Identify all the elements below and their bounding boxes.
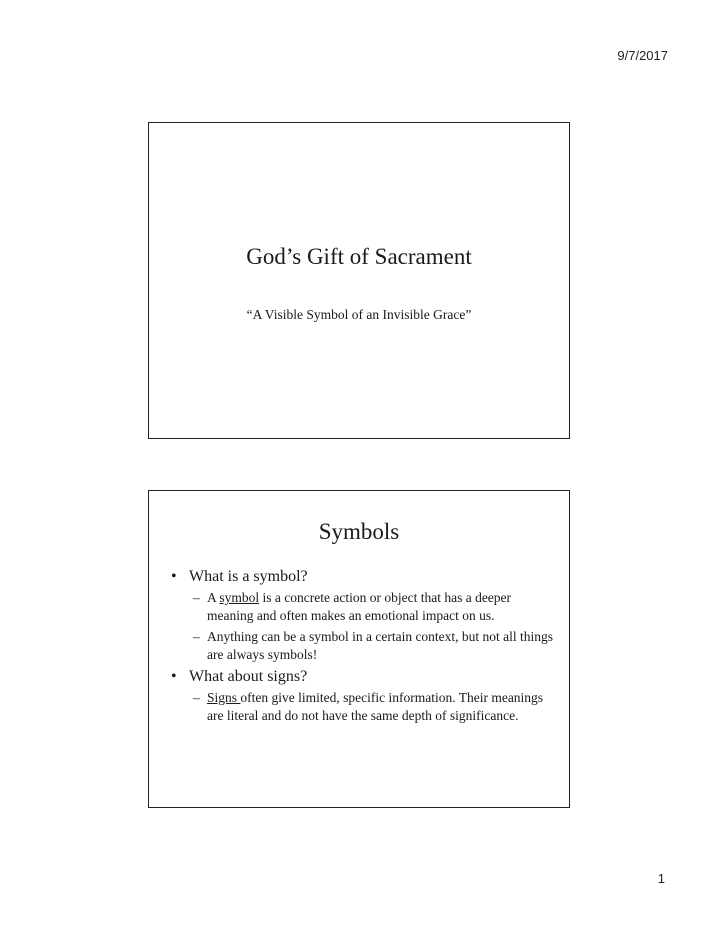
bullet-text: What is a symbol?: [189, 568, 308, 585]
bullet-list: [171, 567, 555, 728]
bullet-item: [171, 567, 555, 587]
slide-1-subtitle: “A Visible Symbol of an Invisible Grace”: [246, 307, 472, 322]
underlined-term: Signs: [207, 690, 241, 705]
dash-icon: –: [193, 690, 200, 705]
sub-bullet-item: [171, 589, 555, 625]
underlined-term: symbol: [219, 590, 260, 605]
header-date: 9/7/2017: [617, 48, 668, 63]
slide-2-title: Symbols: [318, 519, 400, 544]
bullet-text: What about signs?: [189, 668, 308, 685]
sub-bullet-text: Anything can be a symbol in a certain context, but not all things are always symbols!: [207, 629, 554, 662]
slide-1-title: God’s Gift of Sacrament: [246, 244, 472, 269]
bullet-item: [171, 667, 555, 687]
slide-1: [148, 122, 570, 439]
sub-bullet-text: is a concrete action or object that has a deeper meaning and often makes an emotional impact on us.: [207, 590, 512, 623]
bullet-icon: •: [171, 568, 177, 585]
sub-bullet-prefix: A: [207, 590, 220, 605]
bullet-icon: •: [171, 668, 177, 685]
page-number: 1: [657, 871, 665, 886]
sub-bullet-text: often give limited, specific information. Their meanings are literal and do not have the same depth of significance.: [207, 690, 544, 723]
slide-2: [148, 490, 570, 808]
sub-bullet-item: [171, 689, 555, 725]
dash-icon: –: [193, 590, 200, 605]
dash-icon: –: [193, 629, 200, 644]
sub-bullet-item: [171, 628, 555, 664]
